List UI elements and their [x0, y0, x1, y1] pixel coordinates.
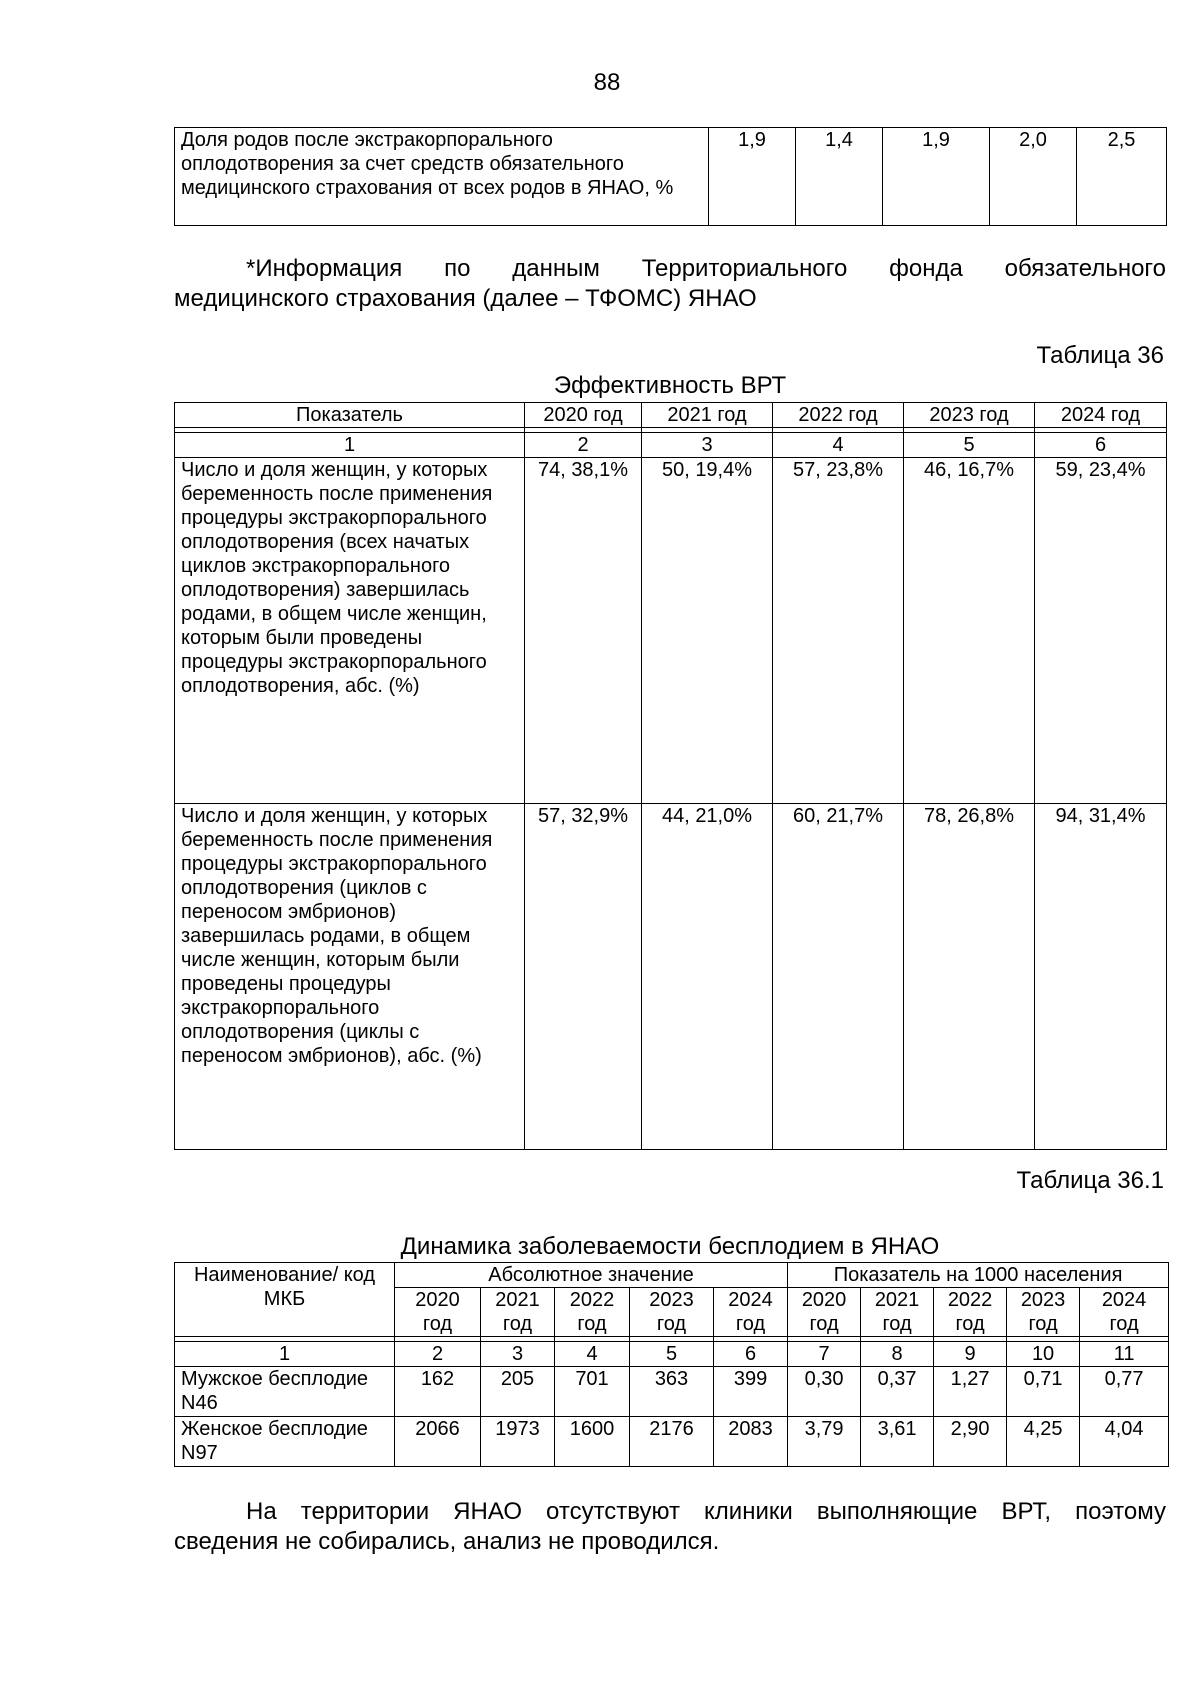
value-cell: 57, 32,9%	[525, 804, 642, 1150]
header-cell: 2022 год	[773, 403, 904, 428]
table-36	[174, 402, 1167, 1150]
header-cell: 2024 год	[1035, 403, 1167, 428]
year-header-cell: 2024 год	[714, 1288, 788, 1337]
column-number: 8	[861, 1342, 934, 1367]
column-number: 9	[934, 1342, 1007, 1367]
value-cell: 0,37	[861, 1367, 934, 1417]
column-number: 1	[175, 1342, 395, 1367]
value-cell: 50, 19,4%	[642, 458, 773, 804]
value-cell: 2,0	[990, 128, 1077, 226]
table-row	[175, 1417, 1169, 1467]
value-cell: 1,9	[883, 128, 990, 226]
year-header-cell: 2022 год	[934, 1288, 1007, 1337]
value-cell: 1,27	[934, 1367, 1007, 1417]
value-cell: 1,9	[709, 128, 796, 226]
table-36-1	[174, 1262, 1169, 1467]
row-label: Число и доля женщин, у которых беременность после применения процедуры экстракорпорального оплодотворения (всех начатых циклов экстракорпорального оплодотворения) завершилась родами, в общем числе женщин, которым были проведены процедуры экстракорпорального оплодотворения, абс. (%)	[175, 458, 525, 804]
value-cell: 2176	[630, 1417, 714, 1467]
header-group-rate: Показатель на 1000 населения	[788, 1263, 1169, 1288]
table-36-1-number: Таблица 36.1	[1016, 1167, 1164, 1194]
value-cell: 4,04	[1080, 1417, 1169, 1467]
value-cell: 2083	[714, 1417, 788, 1467]
column-number-row	[175, 433, 1167, 458]
table-row	[175, 804, 1167, 1150]
value-cell: 0,71	[1007, 1367, 1080, 1417]
header-cell: 2020 год	[525, 403, 642, 428]
value-cell: 44, 21,0%	[642, 804, 773, 1150]
value-cell: 3,61	[861, 1417, 934, 1467]
closing-line-1: На территории ЯНАО отсутствуют клиники выполняющие ВРТ, поэтому	[246, 1498, 1166, 1525]
year-header-cell: 2023 год	[630, 1288, 714, 1337]
value-cell: 2,90	[934, 1417, 1007, 1467]
value-cell: 4,25	[1007, 1417, 1080, 1467]
year-header-cell: 2020 год	[788, 1288, 861, 1337]
value-cell: 1600	[555, 1417, 630, 1467]
footnote	[174, 254, 1166, 314]
header-name-cell: Наименование/ код МКБ	[175, 1263, 395, 1337]
value-cell: 162	[395, 1367, 481, 1417]
row-label: Число и доля женщин, у которых беременность после применения процедуры экстракорпорального оплодотворения (циклов с переносом эмбрионов) завершилась родами, в общем числе женщин, которым были проведены процедуры экстракорпорального оплодотворения (циклы с переносом эмбрионов), абс. (%)	[175, 804, 525, 1150]
header-cell: 2023 год	[904, 403, 1035, 428]
value-cell: 363	[630, 1367, 714, 1417]
footnote-line-1: *Информация по данным Территориального фонда обязательного	[246, 255, 1166, 282]
year-header-cell: 2024 год	[1080, 1288, 1169, 1337]
column-number: 2	[525, 433, 642, 458]
table-row	[175, 1367, 1169, 1417]
row-label: Доля родов после экстракорпорального оплодотворения за счет средств обязательного медицинского страхования от всех родов в ЯНАО, %	[175, 128, 709, 226]
table-row	[175, 128, 1167, 226]
header-cell: Показатель	[175, 403, 525, 428]
column-number: 4	[773, 433, 904, 458]
value-cell: 205	[481, 1367, 555, 1417]
table-36-1-title: Динамика заболеваемости бесплодием в ЯНАО	[400, 1233, 940, 1260]
column-number: 5	[630, 1342, 714, 1367]
year-header-cell: 2021 год	[481, 1288, 555, 1337]
column-number-row	[175, 1342, 1169, 1367]
value-cell: 2,5	[1077, 128, 1167, 226]
table-header-row	[175, 403, 1167, 428]
column-number: 6	[714, 1342, 788, 1367]
value-cell: 78, 26,8%	[904, 804, 1035, 1150]
column-number: 3	[642, 433, 773, 458]
column-number: 11	[1080, 1342, 1169, 1367]
year-header-cell: 2022 год	[555, 1288, 630, 1337]
table-36-title: Эффективность ВРТ	[553, 372, 787, 399]
page-number: 88	[593, 69, 621, 96]
column-number: 10	[1007, 1342, 1080, 1367]
value-cell: 94, 31,4%	[1035, 804, 1167, 1150]
header-cell: 2021 год	[642, 403, 773, 428]
header-group-absolute: Абсолютное значение	[395, 1263, 788, 1288]
table-36-number: Таблица 36	[1036, 342, 1164, 369]
value-cell: 2066	[395, 1417, 481, 1467]
table-header-row	[175, 1263, 1169, 1288]
row-label: Женское бесплодие N97	[175, 1417, 395, 1467]
value-cell: 0,77	[1080, 1367, 1169, 1417]
footnote-line-2: медицинского страхования (далее – ТФОМС) ЯНАО	[174, 285, 757, 312]
year-header-cell: 2020 год	[395, 1288, 481, 1337]
column-number: 3	[481, 1342, 555, 1367]
value-cell: 1,4	[796, 128, 883, 226]
value-cell: 0,30	[788, 1367, 861, 1417]
value-cell: 1973	[481, 1417, 555, 1467]
value-cell: 60, 21,7%	[773, 804, 904, 1150]
table-row	[175, 458, 1167, 804]
column-number: 4	[555, 1342, 630, 1367]
value-cell: 701	[555, 1367, 630, 1417]
column-number: 7	[788, 1342, 861, 1367]
closing-paragraph	[174, 1497, 1166, 1557]
value-cell: 59, 23,4%	[1035, 458, 1167, 804]
value-cell: 57, 23,8%	[773, 458, 904, 804]
value-cell: 399	[714, 1367, 788, 1417]
column-number: 6	[1035, 433, 1167, 458]
top-table	[174, 127, 1167, 226]
column-number: 5	[904, 433, 1035, 458]
year-header-cell: 2023 год	[1007, 1288, 1080, 1337]
year-header-cell: 2021 год	[861, 1288, 934, 1337]
value-cell: 46, 16,7%	[904, 458, 1035, 804]
closing-line-2: сведения не собирались, анализ не проводился.	[174, 1528, 720, 1555]
value-cell: 3,79	[788, 1417, 861, 1467]
column-number: 2	[395, 1342, 481, 1367]
row-label: Мужское бесплодие N46	[175, 1367, 395, 1417]
column-number: 1	[175, 433, 525, 458]
value-cell: 74, 38,1%	[525, 458, 642, 804]
